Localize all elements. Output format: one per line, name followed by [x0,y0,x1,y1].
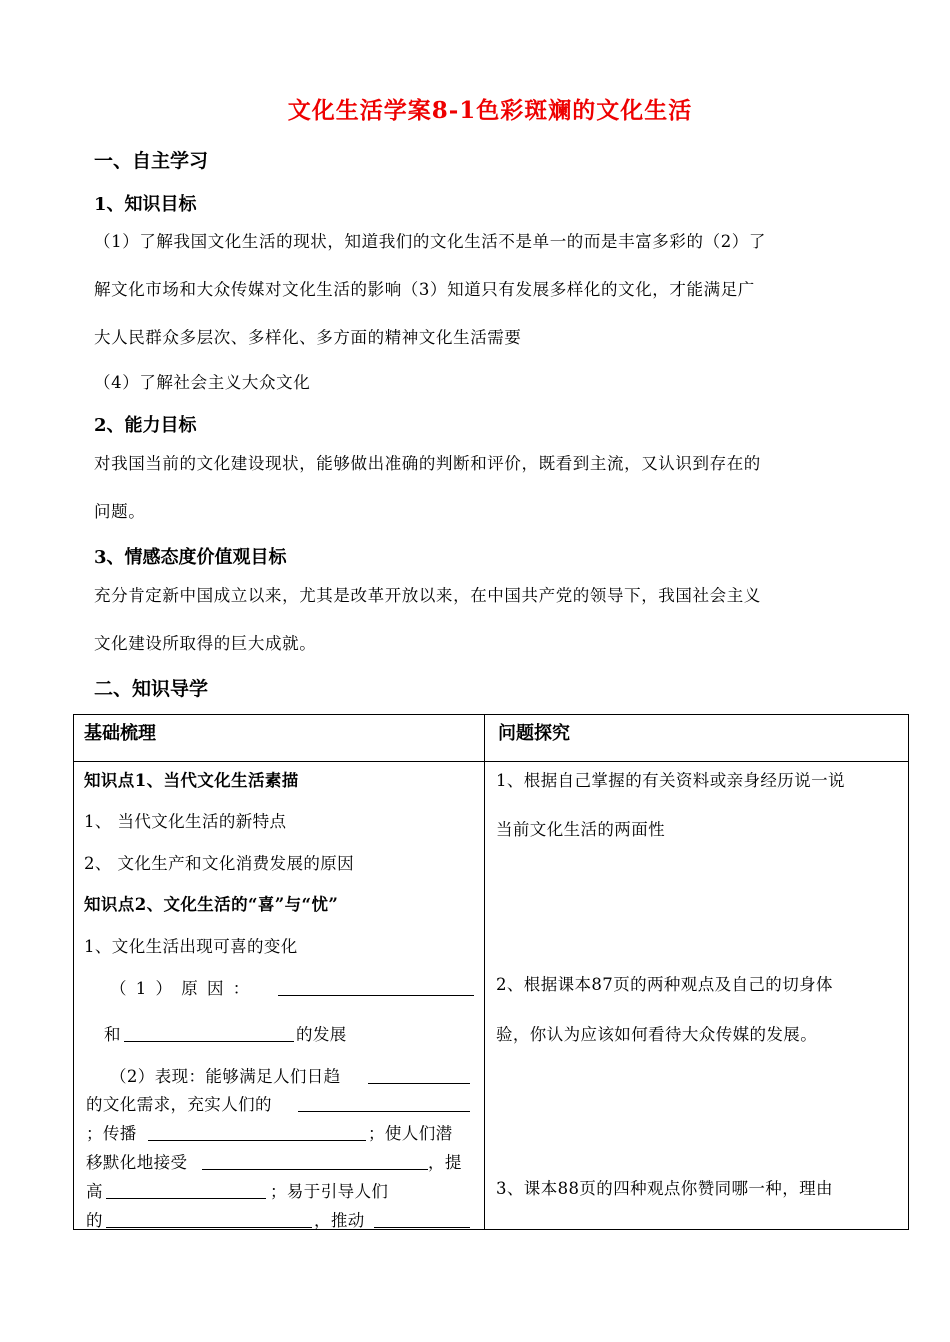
question-1-line-1: 1、根据自己掌握的有关资料或亲身经历说一说 [496,771,845,790]
kp1-item-1: 1、 当代文化生活的新特点 [84,812,287,831]
development-label: 的发展 [296,1025,347,1044]
spread-label: ；传播 [86,1124,137,1143]
table-column-divider [484,715,485,1229]
kp2-item-1: 1、文化生活出现可喜的变化 [84,937,298,956]
accept-label: 移默化地接受 [86,1153,188,1172]
subtle-label: ；使人们潜 [368,1124,453,1143]
knowledge-line-4: （4）了解社会主义大众文化 [94,373,311,392]
raise-blank[interactable] [106,1180,266,1199]
push-blank[interactable] [374,1209,470,1228]
ability-goal-text [94,440,874,536]
raise-suffix: ，提 [428,1153,462,1172]
kp1-item-2: 2、 文化生产和文化消费发展的原因 [84,854,355,873]
emotion-line-1: 充分肯定新中国成立以来，尤其是改革开放以来，在中国共产党的领导下，我国社会主义 [94,586,761,605]
table-header-divider [74,761,908,762]
ability-line-1: 对我国当前的文化建设现状，能够做出准确的判断和评价，既看到主流，又认识到存在的 [94,454,761,473]
knowledge-point-1: 知识点1、当代文化生活素描 [84,771,299,790]
guide-table [73,714,909,1230]
knowledge-line-2: 解文化市场和大众传媒对文化生活的影响（3）知道只有发展多样化的文化，才能满足广 [94,280,755,299]
and-label: 和 [104,1025,121,1044]
ability-line-2: 问题。 [94,502,146,521]
question-2-line-2: 验，你认为应该如何看待大众传媒的发展。 [496,1025,818,1044]
question-2-line-1: 2、根据课本87页的两种观点及自己的切身体 [496,975,833,994]
raise-label: 高 [86,1182,103,1201]
knowledge-goal-text [94,218,874,362]
of-label: 的 [86,1211,103,1230]
table-header-basics: 基础梳理 [84,723,156,744]
guide-label: ；易于引导人们 [270,1182,389,1201]
table-header-questions: 问题探究 [498,723,570,744]
expression-label: （2）表现：能够满足人们日趋 [110,1067,341,1086]
need-label: 的文化需求，充实人们的 [86,1095,272,1114]
emotion-goal-text [94,572,874,668]
question-3-line-1: 3、课本88页的四种观点你赞同哪一种，理由 [496,1179,833,1198]
and-blank[interactable] [124,1023,294,1042]
knowledge-goal-heading: 1、知识目标 [94,194,197,215]
push-label: ，推动 [314,1211,365,1230]
emotion-line-2: 文化建设所取得的巨大成就。 [94,634,317,653]
knowledge-point-2: 知识点2、文化生活的“喜”与“忧” [84,895,339,914]
question-1-line-2: 当前文化生活的两面性 [496,820,665,839]
section2-heading: 二、知识导学 [94,678,209,700]
reason-label: （ 1 ） 原 因 ： [110,979,252,998]
emotion-goal-heading: 3、情感态度价值观目标 [94,547,287,568]
of-blank[interactable] [106,1209,312,1228]
need-blank[interactable] [298,1093,470,1112]
spread-blank[interactable] [148,1122,366,1141]
ability-goal-heading: 2、能力目标 [94,415,197,436]
accept-blank[interactable] [202,1151,428,1170]
knowledge-line-1: （1）了解我国文化生活的现状，知道我们的文化生活不是单一的而是丰富多彩的（2）了 [94,232,766,251]
reason-blank[interactable] [278,977,474,996]
section1-heading: 一、自主学习 [94,150,209,172]
expression-blank[interactable] [368,1065,470,1084]
knowledge-line-3: 大人民群众多层次、多样化、多方面的精神文化生活需要 [94,328,522,347]
page-title: 文化生活学案8-1色彩斑斓的文化生活 [287,97,693,124]
